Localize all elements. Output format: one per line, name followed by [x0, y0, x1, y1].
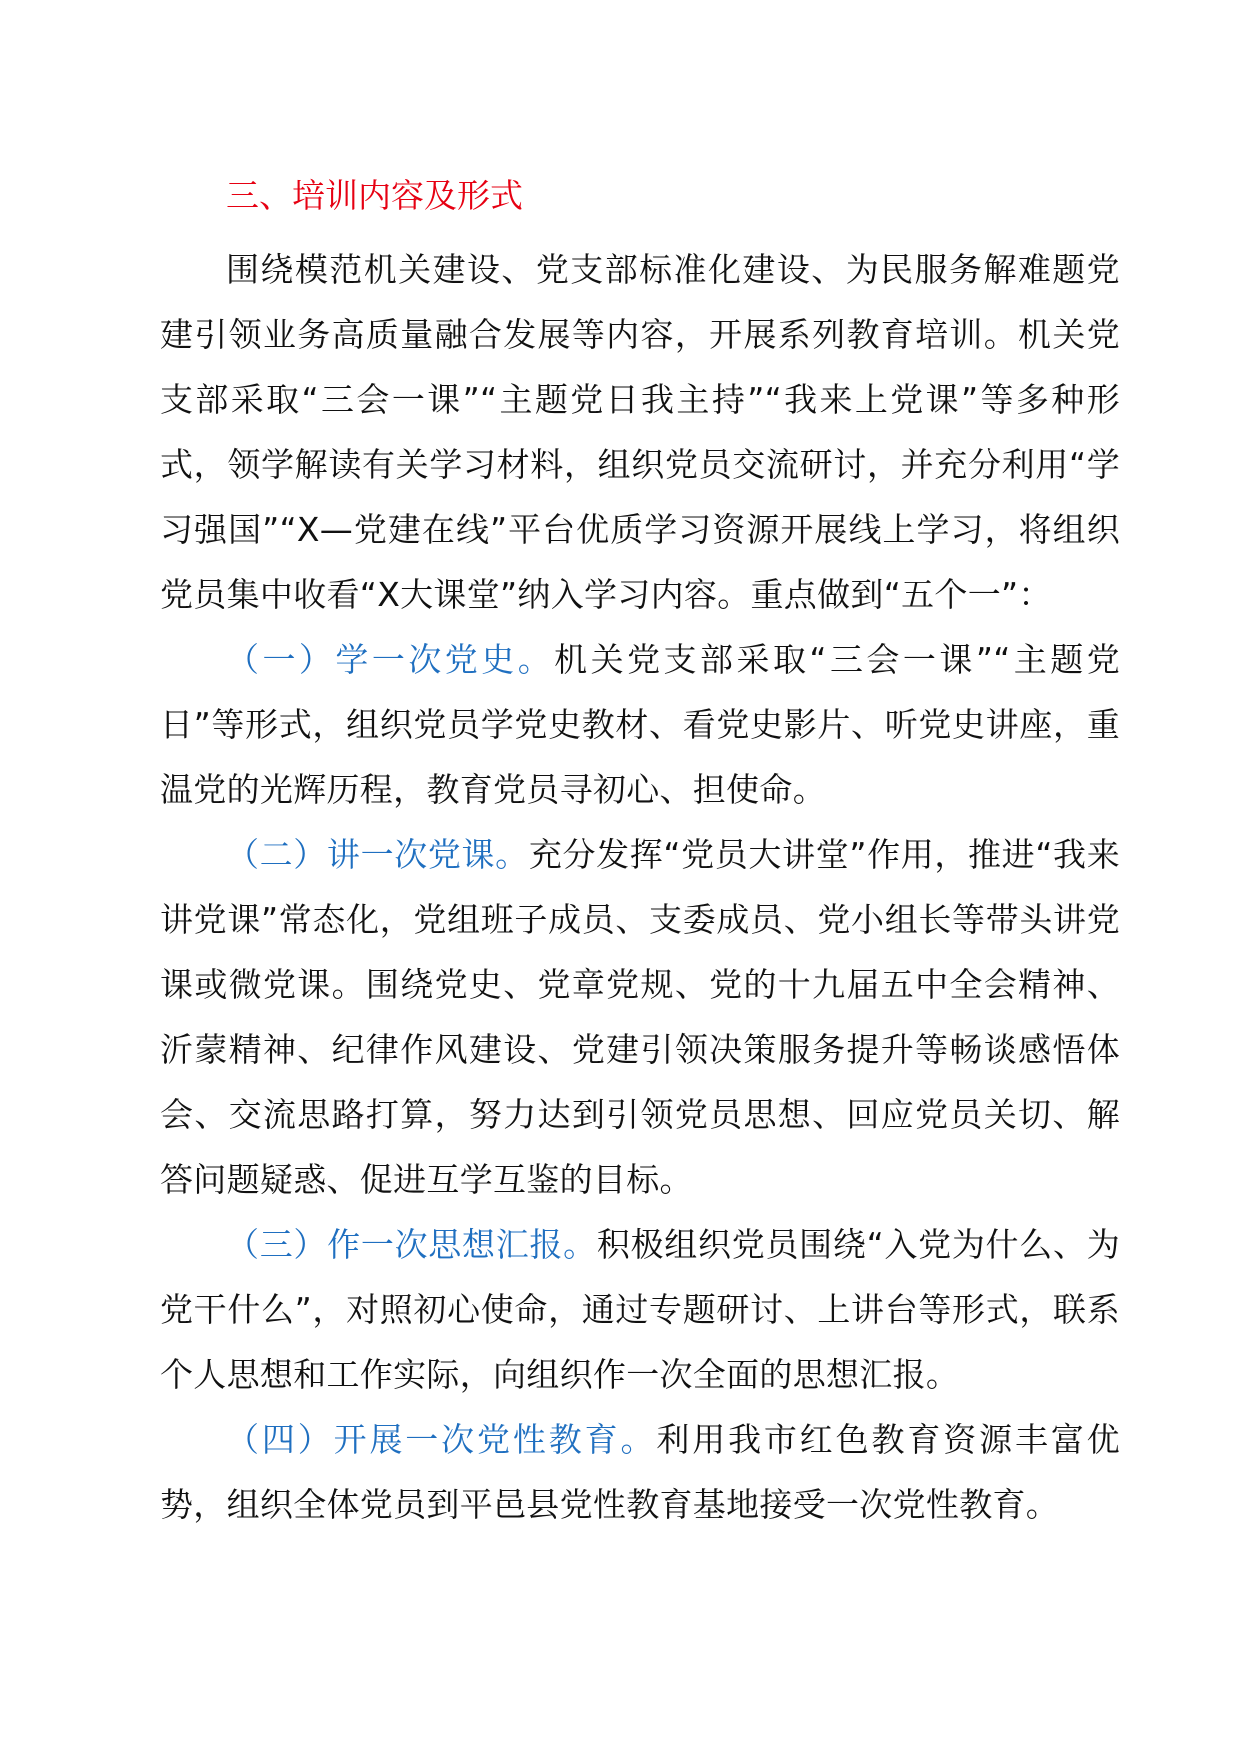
- item-title-2: （二）讲一次党课。: [226, 835, 529, 874]
- document-page: [160, 172, 1120, 1537]
- item-title-1: （一）学一次党史。: [226, 640, 555, 679]
- item-paragraph-3: [160, 1212, 1120, 1407]
- intro-paragraph: 围绕模范机关建设、党支部标准化建设、为民服务解难题党建引领业务高质量融合发展等内容，开展系列教育培训。机关党支部采取“三会一课”“主题党日我主持”“我来上党课”等多种形式，领学解读有关学习材料，组织党员交流研讨，并充分利用“学习强国”“X—党建在线”平台优质学习资源开展线上学习，将组织党员集中收看“X大课堂”纳入学习内容。重点做到“五个一”：: [160, 250, 1120, 614]
- item-paragraph-4: [160, 1407, 1120, 1537]
- item-title-4: （四）开展一次党性教育。: [226, 1420, 657, 1459]
- item-body-3: 积极组织党员围绕“入党为什么、为党干什么”，对照初心使命，通过专题研讨、上讲台等形式，联系个人思想和工作实际，向组织作一次全面的思想汇报。: [160, 1225, 1120, 1394]
- section-heading: 三、培训内容及形式: [226, 176, 523, 215]
- item-paragraph-1: [160, 627, 1120, 822]
- item-body-2: 充分发挥“党员大讲堂”作用，推进“我来讲党课”常态化，党组班子成员、支委成员、党小组长等带头讲党课或微党课。围绕党史、党章党规、党的十九届五中全会精神、沂蒙精神、纪律作风建设、党建引领决策服务提升等畅谈感悟体会、交流思路打算，努力达到引领党员思想、回应党员关切、解答问题疑惑、促进互学互鉴的目标。: [160, 835, 1120, 1199]
- item-paragraph-2: [160, 822, 1120, 1212]
- item-body-4: 利用我市红色教育资源丰富优势，组织全体党员到平邑县党性教育基地接受一次党性教育。: [160, 1420, 1120, 1524]
- item-body-1: 机关党支部采取“三会一课”“主题党日”等形式，组织党员学党史教材、看党史影片、听党史讲座，重温党的光辉历程，教育党员寻初心、担使命。: [160, 640, 1121, 809]
- item-title-3: （三）作一次思想汇报。: [226, 1225, 597, 1264]
